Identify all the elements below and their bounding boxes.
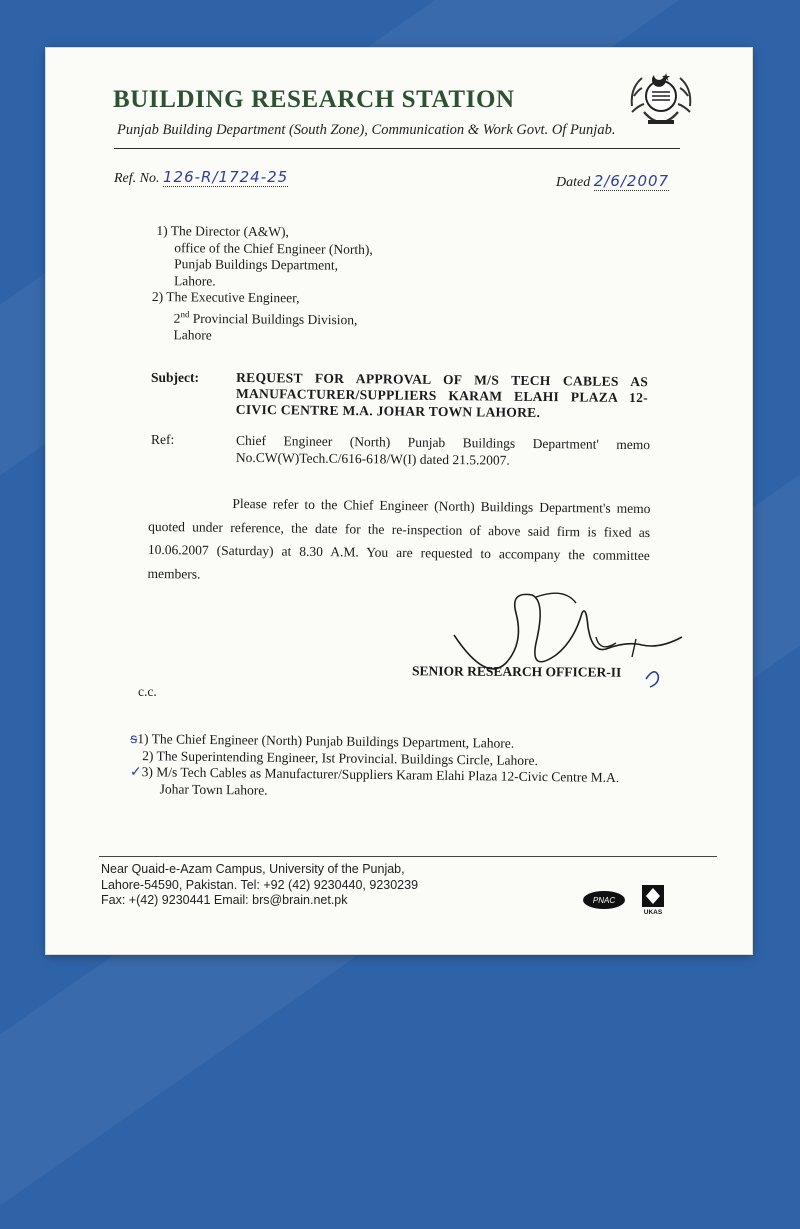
footer-line: Near Quaid-e-Azam Campus, University of the Punjab, xyxy=(101,862,405,876)
cc-label: c.c. xyxy=(138,684,157,699)
recipient-line: 1) The Director (A&W), xyxy=(156,223,289,240)
recipient-line: 2) The Executive Engineer, xyxy=(151,289,300,306)
reference-label: Ref. No. xyxy=(114,171,160,186)
memo-reference-text: Chief Engineer (North) Punjab Buildings Department' memo No.CW(W)Tech.C/616-618/W(I) dated 21.5.2007. xyxy=(235,432,651,468)
reference-value: 126-R/1724-25 xyxy=(163,168,289,186)
cc-item: 2) The Superintending Engineer, Ist Provincial. Buildings Circle, Lahore. xyxy=(142,747,539,768)
recipient-line: Punjab Buildings Department, xyxy=(174,256,339,273)
checkmark-icon: ✓ xyxy=(129,764,142,781)
recipient-block xyxy=(151,223,373,345)
organization-title: BUILDING RESEARCH STATION xyxy=(113,86,515,113)
memo-reference-label: Ref: xyxy=(151,432,175,447)
recipient-line: Lahore. xyxy=(173,272,216,289)
ukas-logo-icon xyxy=(636,884,670,918)
ordinal-number: 2 xyxy=(173,310,181,326)
svg-text:UKAS: UKAS xyxy=(643,909,663,916)
organization-subtitle: Punjab Building Department (South Zone), Communication & Work Govt. Of Punjab. xyxy=(117,122,616,138)
pnac-logo-icon xyxy=(582,890,626,910)
letter-page xyxy=(46,48,752,954)
cc-item: ✓3) M/s Tech Cables as Manufacturer/Suppliers Karam Elahi Plaza 12-Civic Centre M.A. xyxy=(129,764,620,785)
ordinal-suffix: nd xyxy=(180,308,190,319)
recipient-line: Lahore xyxy=(173,326,212,343)
recipient-line xyxy=(156,306,373,329)
footer-divider xyxy=(99,856,717,857)
subject-label: Subject: xyxy=(151,370,199,385)
punjab-emblem-icon xyxy=(624,66,698,136)
subject-text: REQUEST FOR APPROVAL OF M/S TECH CABLES AS MANUFACTURER/SUPPLIERS KARAM ELAHI PLAZA 12-CIVIC CENTRE M.A. JOHAR TOWN LAHORE. xyxy=(235,369,649,421)
cc-item: Johar Town Lahore. xyxy=(159,780,268,798)
header-divider xyxy=(114,148,680,149)
footer-line: Fax: +(42) 9230441 Email: brs@brain.net.pk xyxy=(101,893,348,907)
cc-item: ᵴ1) The Chief Engineer (North) Punjab Buildings Department, Lahore. xyxy=(130,731,515,751)
body-paragraph: Please refer to the Chief Engineer (North) Buildings Department's memo quoted under reference, the date for the re-inspection of above said firm is fixed as 10.06.2007 (Saturday) at 8.30 A.M. You are requested to accompany the committee members. xyxy=(147,495,651,582)
footer-line: Lahore-54590, Pakistan. Tel: +92 (42) 9230440, 9230239 xyxy=(101,877,419,892)
footer-address xyxy=(101,862,418,909)
dated-value: 2/6/2007 xyxy=(593,172,670,190)
letter-date xyxy=(556,172,669,191)
svg-text:PNAC: PNAC xyxy=(592,896,616,905)
recipient-line-text: Provincial Buildings Division, xyxy=(192,310,358,327)
dated-label: Dated xyxy=(556,175,591,190)
reference-number xyxy=(114,168,288,187)
cc-list xyxy=(130,731,620,803)
signatory-title: SENIOR RESEARCH OFFICER-II xyxy=(411,663,622,680)
recipient-line: office of the Chief Engineer (North), xyxy=(174,239,373,257)
handwritten-mark-icon: ᵴ xyxy=(130,731,138,748)
